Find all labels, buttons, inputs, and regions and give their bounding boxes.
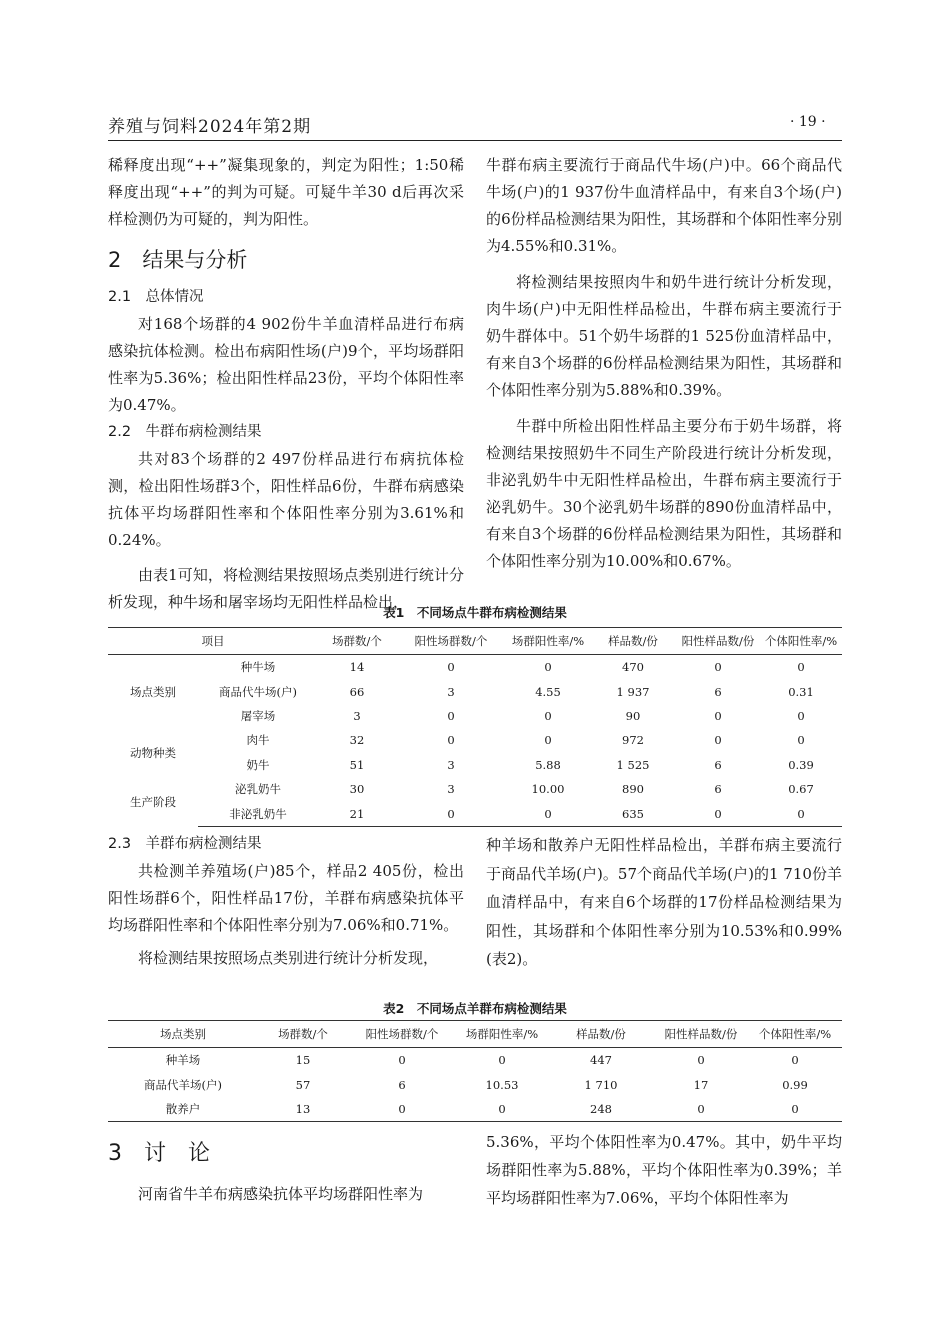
left-column-mid bbox=[108, 831, 464, 972]
table2-header-site-type: 场点类别 bbox=[108, 1021, 258, 1048]
right-column-top bbox=[486, 152, 842, 575]
left-column-top bbox=[108, 152, 464, 616]
table-cell: 0 bbox=[714, 660, 722, 675]
paragraph-2-3a: 共检测羊养殖场(户)85个，样品2 405份，检出阳性场群6个，阳性样品17份，羊群布病感染抗体平均场群阳性率和个体阳性率分别为7.06%和0.71%。 bbox=[108, 862, 464, 934]
table-cell: 0 bbox=[456, 1097, 548, 1122]
table-cell: 1 937 bbox=[616, 684, 650, 699]
table-cell: 商品代羊场(户) bbox=[144, 1077, 222, 1092]
table2-caption: 表2 不同场点羊群布病检测结果 bbox=[383, 1001, 567, 1016]
subsection-heading-2-1: 2.1 总体情况 bbox=[108, 289, 204, 305]
table2-header-row bbox=[108, 1021, 842, 1048]
table-row bbox=[108, 777, 842, 801]
table1 bbox=[108, 627, 842, 827]
table-cell: 1 710 bbox=[584, 1077, 618, 1092]
paragraph-beef-dairy: 将检测结果按照肉牛和奶牛进行统计分析发现，肉牛场(户)中无阳性样品检出，牛群布病主要流行于奶牛群体中。51个奶牛场群的1 525份血清样品中，有来自3个场群的6份样品检测结果为阳性，其场群和个体阳性率分别为5.88%和0.39%。 bbox=[486, 273, 842, 399]
table-cell: 4.55 bbox=[535, 684, 561, 699]
table-cell: 0 bbox=[498, 1053, 506, 1068]
table2-header-individual-rate: 个体阳性率/% bbox=[748, 1021, 842, 1048]
table-cell: 17 bbox=[693, 1077, 709, 1092]
table2-header-positive-samples: 阳性样品数/份 bbox=[654, 1021, 748, 1048]
table-cell: 屠宰场 bbox=[240, 708, 276, 723]
table-row bbox=[108, 753, 842, 777]
table-row bbox=[108, 655, 842, 680]
table-row bbox=[108, 801, 842, 826]
table-cell: 3 bbox=[447, 782, 455, 797]
right-column-bottom bbox=[486, 1128, 842, 1212]
table-cell: 0 bbox=[797, 708, 805, 723]
table-cell: 447 bbox=[590, 1053, 612, 1068]
table2-header-positive-herds: 阳性场群数/个 bbox=[348, 1021, 456, 1048]
table-cell: 6 bbox=[398, 1077, 406, 1092]
table1-header-samples: 样品数/份 bbox=[590, 628, 676, 655]
paragraph-2-2b: 由表1可知，将检测结果按照场点类别进行统计分析发现，种牛场和屠宰场均无阳性样品检出， bbox=[108, 566, 464, 611]
table-cell: 0 bbox=[760, 801, 842, 826]
header-rule bbox=[108, 140, 842, 141]
table-cell: 51 bbox=[349, 757, 365, 772]
table2-header-samples: 样品数/份 bbox=[548, 1021, 654, 1048]
table-cell: 0.39 bbox=[788, 757, 814, 772]
right-column-mid bbox=[486, 831, 842, 974]
table2 bbox=[108, 1020, 842, 1122]
table-cell: 15 bbox=[295, 1053, 311, 1068]
table-cell: 0 bbox=[396, 801, 506, 826]
paragraph-lactating: 牛群中所检出阳性样品主要分布于奶牛场群，将检测结果按照奶牛不同生产阶段进行统计分析发现，非泌乳奶牛中无阳性样品检出，牛群布病主要流行于泌乳奶牛。30个泌乳奶牛场群的890份血清样品中，有来自3个场群的6份样品检测结果为阳性，其场群和个体阳性率分别为10.00%和0.67%。 bbox=[486, 417, 842, 570]
table-cell: 6 bbox=[714, 684, 722, 699]
table-cell: 32 bbox=[349, 733, 365, 748]
paragraph-commercial-sheep: 种羊场和散养户无阳性样品检出，羊群布病主要流行于商品代羊场(户)。57个商品代羊场(户)的1 710份羊血清样品中，有来自6个场群的17份样品检测结果为阳性，其场群和个体阳性率分别为10.53%和0.99%(表2)。 bbox=[486, 836, 842, 968]
section-heading-discussion: 3 讨 论 bbox=[108, 1141, 210, 1166]
table-cell: 470 bbox=[622, 660, 644, 675]
table1-header-positive-samples: 阳性样品数/份 bbox=[676, 628, 760, 655]
table-cell: 0 bbox=[447, 660, 455, 675]
table-row bbox=[108, 728, 842, 752]
table-cell: 57 bbox=[295, 1077, 311, 1092]
table-cell: 商品代牛场(户) bbox=[219, 684, 297, 699]
table1-caption: 表1 不同场点牛群布病检测结果 bbox=[383, 605, 567, 620]
table-cell: 0 bbox=[544, 733, 552, 748]
table-cell: 1 525 bbox=[616, 757, 650, 772]
table-cell: 90 bbox=[625, 708, 641, 723]
table-cell: 0.99 bbox=[782, 1077, 808, 1092]
table-cell: 0 bbox=[676, 801, 760, 826]
table2-header-herds: 场群数/个 bbox=[258, 1021, 348, 1048]
table-cell: 0 bbox=[506, 801, 590, 826]
table-cell: 3 bbox=[353, 708, 361, 723]
table-cell: 21 bbox=[318, 801, 396, 826]
table-cell: 0 bbox=[797, 733, 805, 748]
table1-header-item: 项目 bbox=[108, 628, 318, 655]
table-cell: 散养户 bbox=[108, 1097, 258, 1122]
subsection-heading-2-2: 2.2 牛群布病检测结果 bbox=[108, 424, 262, 440]
table-cell: 972 bbox=[622, 733, 644, 748]
table-cell: 14 bbox=[349, 660, 365, 675]
table-cell: 肉牛 bbox=[246, 733, 270, 748]
table-cell: 3 bbox=[447, 757, 455, 772]
paragraph-discussion-start: 河南省牛羊布病感染抗体平均场群阳性率为 bbox=[138, 1185, 424, 1203]
paragraph-commercial-cattle: 牛群布病主要流行于商品代牛场(户)中。66个商品代牛场(户)的1 937份牛血清样品中，有来自3个场(户)的6份样品检测结果为阳性，其场群和个体阳性率分别为4.55%和0.31%。 bbox=[486, 156, 842, 255]
table-cell: 0 bbox=[697, 1053, 705, 1068]
table-cell: 0.31 bbox=[788, 684, 814, 699]
table-cell: 0 bbox=[748, 1097, 842, 1122]
table-cell: 6 bbox=[714, 782, 722, 797]
table-cell: 0 bbox=[447, 733, 455, 748]
table1-header-row bbox=[108, 628, 842, 655]
table1-group-animal-type: 动物种类 bbox=[130, 745, 176, 760]
table-cell: 0.67 bbox=[788, 782, 814, 797]
paragraph-criteria: 稀释度出现“++”凝集现象的，判定为阳性；1:50稀释度出现“++”的判为可疑。可疑牛羊30 d后再次采样检测仍为可疑的，判为阳性。 bbox=[108, 156, 464, 228]
table-cell: 0 bbox=[654, 1097, 748, 1122]
table-cell: 13 bbox=[258, 1097, 348, 1122]
table-cell: 0 bbox=[447, 708, 455, 723]
table1-header-individual-rate: 个体阳性率/% bbox=[760, 628, 842, 655]
table-cell: 248 bbox=[548, 1097, 654, 1122]
table1-header-herds: 场群数/个 bbox=[318, 628, 396, 655]
table1-group-site-type: 场点类别 bbox=[130, 684, 176, 699]
table-cell: 泌乳奶牛 bbox=[235, 782, 281, 797]
journal-header: 养殖与饲料2024年第2期 bbox=[108, 117, 312, 137]
table1-header-positive-herds: 阳性场群数/个 bbox=[396, 628, 506, 655]
table-cell: 66 bbox=[349, 684, 365, 699]
table-cell: 5.88 bbox=[535, 757, 561, 772]
table-cell: 6 bbox=[714, 757, 722, 772]
paragraph-2-3b: 将检测结果按照场点类别进行统计分析发现， bbox=[138, 949, 439, 967]
page-number: · 19 · bbox=[790, 114, 826, 130]
paragraph-discussion-cont: 5.36%，平均个体阳性率为0.47%。其中，奶牛平均场群阳性率为5.88%，平均个体阳性率为0.39%；羊平均场群阳性率为7.06%，平均个体阳性率为 bbox=[486, 1133, 842, 1207]
table-row bbox=[108, 679, 842, 703]
table-cell: 0 bbox=[791, 1053, 799, 1068]
paragraph-2-1: 对168个场群的4 902份牛羊血清样品进行布病感染抗体检测。检出布病阳性场(户)9个，平均场群阳性率为5.36%；检出阳性样品23份，平均个体阳性率为0.47%。 bbox=[108, 315, 464, 414]
table-cell: 635 bbox=[590, 801, 676, 826]
table-cell: 0 bbox=[714, 733, 722, 748]
table-cell: 30 bbox=[349, 782, 365, 797]
table-cell: 0 bbox=[714, 708, 722, 723]
table-row bbox=[108, 704, 842, 728]
table-cell: 种羊场 bbox=[165, 1053, 201, 1068]
table-cell: 奶牛 bbox=[246, 757, 270, 772]
table1-header-herd-rate: 场群阳性率/% bbox=[506, 628, 590, 655]
table-cell: 0 bbox=[797, 660, 805, 675]
table-cell: 3 bbox=[447, 684, 455, 699]
table-cell: 0 bbox=[544, 708, 552, 723]
section-heading-results: 2 结果与分析 bbox=[108, 248, 248, 272]
left-column-bottom bbox=[108, 1140, 464, 1208]
table-row bbox=[108, 1072, 842, 1096]
table-cell: 种牛场 bbox=[240, 660, 276, 675]
table-cell: 10.53 bbox=[485, 1077, 519, 1092]
paragraph-2-2a: 共对83个场群的2 497份样品进行布病抗体检测，检出阳性场群3个，阳性样品6份，牛群布病感染抗体平均场群阳性率和个体阳性率分别为3.61%和0.24%。 bbox=[108, 450, 464, 549]
table-cell: 非泌乳奶牛 bbox=[198, 801, 318, 826]
table2-header-herd-rate: 场群阳性率/% bbox=[456, 1021, 548, 1048]
table1-group-production-stage: 生产阶段 bbox=[130, 794, 176, 809]
table-cell: 0 bbox=[348, 1097, 456, 1122]
table-row bbox=[108, 1048, 842, 1073]
table-cell: 0 bbox=[398, 1053, 406, 1068]
table-row bbox=[108, 1097, 842, 1122]
table-cell: 0 bbox=[544, 660, 552, 675]
table-cell: 890 bbox=[622, 782, 644, 797]
table-cell: 10.00 bbox=[531, 782, 565, 797]
subsection-heading-2-3: 2.3 羊群布病检测结果 bbox=[108, 836, 262, 852]
